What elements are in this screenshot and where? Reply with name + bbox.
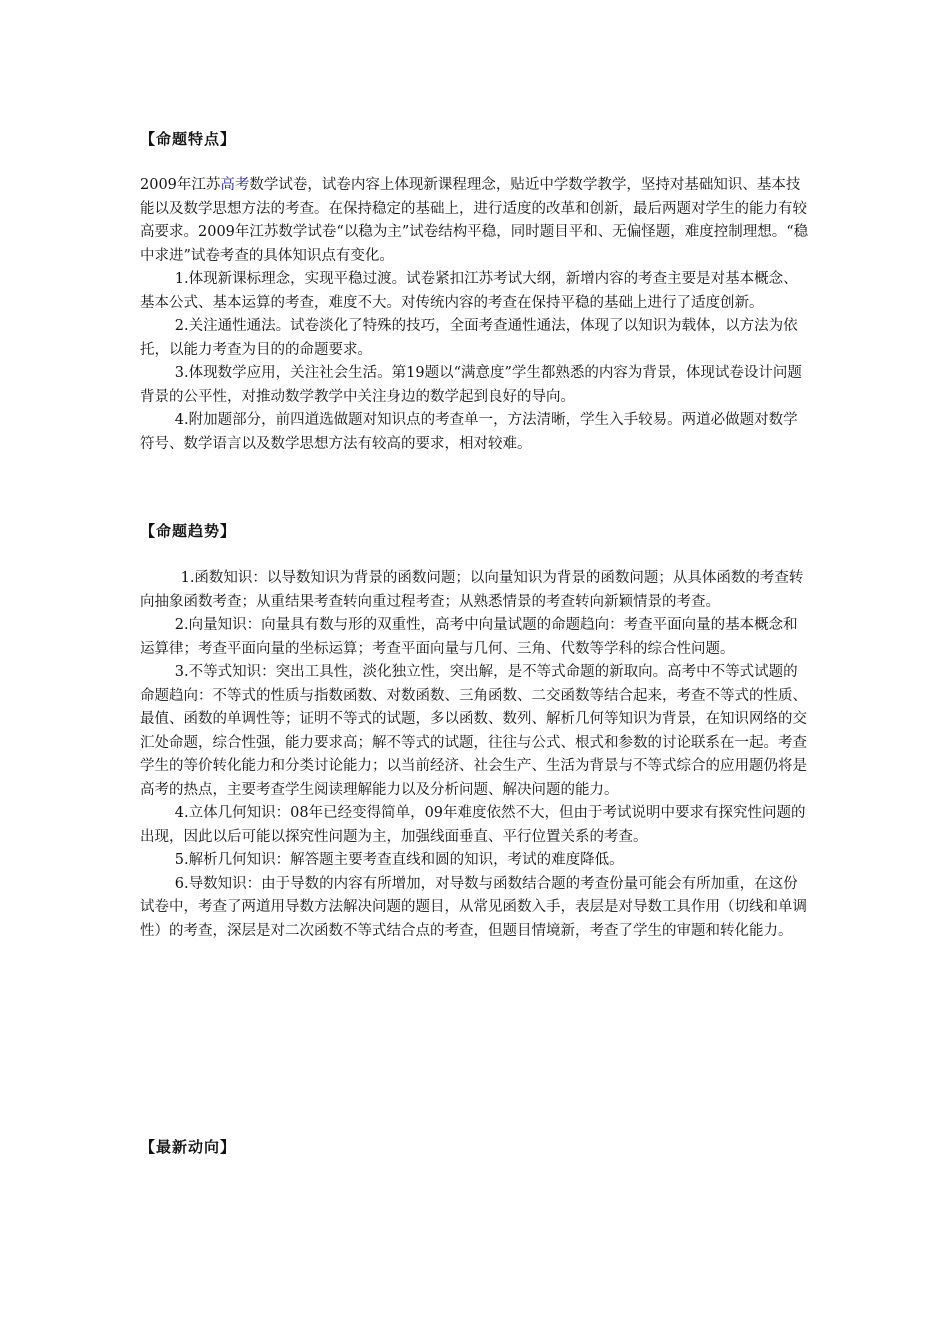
features-item-4: 4.附加题部分，前四道选做题对知识点的考查单一，方法清晰，学生入手较易。两道必做题对数学符号、数学语言以及数学思想方法有较高的要求，相对较难。 [140,412,798,452]
trends-item-2: 2.向量知识：向量具有数与形的双重性，高考中向量试题的命题趋向：考查平面向量的基本概念和运算律；考查平面向量的坐标运算；考查平面向量与几何、三角、代数等学科的综合性问题。 [140,617,798,657]
section-heading-trends: 【命题趋势】 [140,522,237,540]
trends-body [140,567,810,943]
intro-text-rest: 数学试卷，试卷内容上体现新课程理念，贴近中学数学教学，坚持对基础知识、基本技能以及数学思想方法的考查。在保持稳定的基础上，进行适度的改革和创新，最后两题对学生的能力有较高要求。2009年江苏数学试卷“以稳为主”试卷结构平稳，同时题目平和、无偏怪题，难度控制理想。“稳中求进”试卷考查的具体知识点有变化。 [140,177,809,264]
features-item-3: 3.体现数学应用，关注社会生活。第19题以“满意度”学生都熟悉的内容为背景，体现试卷设计问题背景的公平性，对推动数学教学中关注身边的数学起到良好的导向。 [140,365,802,405]
features-item-1: 1.体现新课标理念，实现平稳过渡。试卷紧扣江苏考试大纲，新增内容的考查主要是对基本概念、基本公式、基本运算的考查，难度不大。对传统内容的考查在保持平稳的基础上进行了适度创新。 [140,271,798,311]
trends-item-5: 5.解析几何知识：解答题主要考查直线和圆的知识，考试的难度降低。 [174,852,624,868]
features-intro [140,174,810,268]
gaokao-link[interactable]: 高考 [220,177,250,193]
trends-item-3: 3.不等式知识：突出工具性，淡化独立性，突出解，是不等式命题的新取向。高考中不等式试题的命题趋向：不等式的性质与指数函数、对数函数、三角函数、二交函数等结合起来，考查不等式的性质、最值、函数的单调性等；证明不等式的试题，多以函数、数列、解析几何等知识为背景，在知识网络的交汇处命题，综合性强，能力要求高；解不等式的试题，往往与公式、根式和参数的讨论联系在一起。考查学生的等价转化能力和分类讨论能力；以当前经济、社会生产、生活为背景与不等式综合的应用题仍将是高考的热点，主要考查学生阅读理解能力以及分析问题、解决问题的能力。 [140,664,807,798]
features-body [140,174,810,456]
section-heading-latest: 【最新动向】 [140,1138,237,1156]
section-heading-features: 【命题特点】 [140,130,237,148]
trends-item-1: 1.函数知识：以导数知识为背景的函数问题；以向量知识为背景的函数问题；从具体函数的考查转向抽象函数考查；从重结果考查转向重过程考查；从熟悉情景的考查转向新颖情景的考查。 [140,570,804,610]
trends-item-6: 6.导数知识：由于导数的内容有所增加，对导数与函数结合题的考查份量可能会有所加重，在这份试卷中，考查了两道用导数方法解决问题的题目，从常见函数入手，表层是对导数工具作用（切线和单调性）的考查，深层是对二次函数不等式结合点的考查，但题目情境新，考查了学生的审题和转化能力。 [140,875,807,939]
features-item-2: 2.关注通性通法。试卷淡化了特殊的技巧，全面考查通性通法，体现了以知识为载体，以方法为依托，以能力考查为目的的命题要求。 [140,318,798,358]
intro-text-start: 2009年江苏 [140,177,221,193]
trends-item-4: 4.立体几何知识：08年已经变得简单，09年难度依然不大，但由于考试说明中要求有探究性问题的出现，因此以后可能以探究性问题为主，加强线面垂直、平行位置关系的考查。 [140,805,806,845]
